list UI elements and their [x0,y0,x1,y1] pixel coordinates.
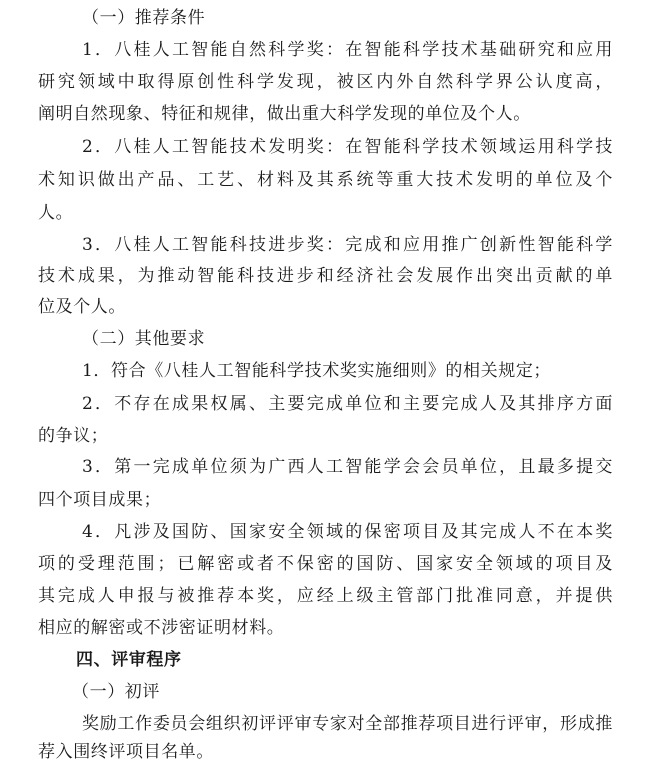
recommend-item-1-line-3: 阐明自然现象、特征和规律，做出重大科学发现的单位及个人。 [38,104,531,124]
review-paragraph-line-1: 奖励工作委员会组织初评评审专家对全部推荐项目进行评审，形成推 [82,714,613,734]
other-item-4-line-3: 其完成人申报与被推荐本奖，应经上级主管部门批准同意，并提供 [38,586,613,606]
other-item-3-line-1: 3．第一完成单位须为广西人工智能学会会员单位，且最多提交 [82,457,613,477]
recommend-item-1-line-2: 研究领域中取得原创性科学发现，被区内外自然科学界公认度高， [38,72,613,92]
recommend-item-1-line-1: 1．八桂人工智能自然科学奖：在智能科学技术基础研究和应用 [82,40,613,60]
recommend-item-3-line-1: 3．八桂人工智能科技进步奖：完成和应用推广创新性智能科学 [82,235,613,255]
other-item-4-line-2: 项的受理范围；已解密或者不保密的国防、国家安全领域的项目及 [38,554,613,574]
recommend-item-2-line-1: 2．八桂人工智能技术发明奖：在智能科学技术领域运用科学技 [82,137,613,157]
review-paragraph-line-2: 荐入围终评项目名单。 [38,742,214,762]
other-item-4-line-1: 4．凡涉及国防、国家安全领域的保密项目及其完成人不在本奖 [82,522,613,542]
recommend-item-3-line-3: 位及个人。 [38,297,126,317]
other-item-3-line-2: 四个项目成果； [38,490,162,510]
recommend-item-3-line-2: 技术成果，为推动智能科技进步和经济社会发展作出突出贡献的单 [38,266,613,286]
other-item-4-line-4: 相应的解密或不涉密证明材料。 [38,618,285,638]
recommend-item-2-line-2: 术知识做出产品、工艺、材料及其系统等重大技术发明的单位及个 [38,170,613,190]
other-item-1-line-1: 1．符合《八桂人工智能科学技术奖实施细则》的相关规定； [82,361,552,381]
heading-other-requirements: （二）其他要求 [82,329,206,349]
heading-initial-review: （一）初评 [72,682,160,702]
heading-review-procedure: 四、评审程序 [76,650,182,670]
heading-recommend-conditions: （一）推荐条件 [82,8,206,28]
recommend-item-2-line-3: 人。 [38,203,74,223]
other-item-2-line-1: 2．不存在成果权属、主要完成单位和主要完成人及其排序方面 [82,394,613,414]
other-item-2-line-2: 的争议； [38,426,109,446]
